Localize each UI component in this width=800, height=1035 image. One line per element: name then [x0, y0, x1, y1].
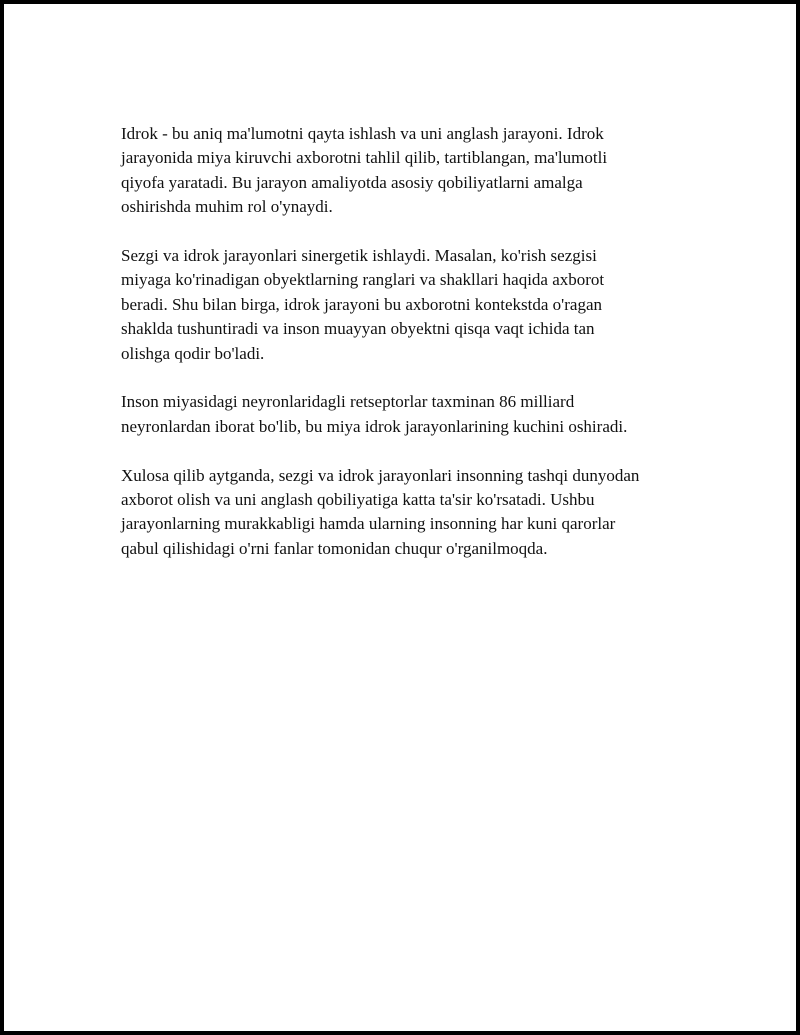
paragraph-line: shaklda tushuntiradi va inson muayyan obyektni qisqa vaqt ichida tan — [121, 319, 595, 339]
paragraph-4 — [121, 464, 701, 562]
paragraph-line: qiyofa yaratadi. Bu jarayon amaliyotda asosiy qobiliyatlarni amalga — [121, 172, 583, 192]
paragraph-line: olishga qodir bo'ladi. — [121, 343, 265, 363]
paragraph-line: jarayonida miya kiruvchi axborotni tahlil qilib, tartiblangan, ma'lumotli — [121, 148, 608, 168]
paragraph-line: axborot olish va uni anglash qobiliyatiga katta ta'sir ko'rsatadi. Ushbu — [121, 490, 595, 510]
paragraph-line: neyronlardan iborat bo'lib, bu miya idrok jarayonlarining kuchini oshiradi. — [121, 416, 628, 436]
paragraph-1 — [121, 122, 701, 220]
paragraph-3 — [121, 390, 701, 439]
paragraph-line: oshirishda muhim rol o'ynaydi. — [121, 197, 333, 217]
paragraph-line: beradi. Shu bilan birga, idrok jarayoni bu axborotni kontekstda o'ragan — [121, 294, 602, 314]
paragraph-line: jarayonlarning murakkabligi hamda ularning insonning har kuni qarorlar — [121, 514, 616, 534]
paragraph-line: miyaga ko'rinadigan obyektlarning ranglari va shakllari haqida axborot — [121, 270, 605, 290]
document-body — [121, 122, 701, 586]
paragraph-line: qabul qilishidagi o'rni fanlar tomonidan chuqur o'rganilmoqda. — [121, 538, 548, 558]
paragraph-line: Sezgi va idrok jarayonlari sinergetik ishlaydi. Masalan, ko'rish sezgisi — [121, 246, 597, 266]
paragraph-line: Xulosa qilib aytganda, sezgi va idrok jarayonlari insonning tashqi dunyodan — [121, 465, 640, 485]
paragraph-line: Idrok - bu aniq ma'lumotni qayta ishlash va uni anglash jarayoni. Idrok — [121, 124, 604, 143]
paragraph-2 — [121, 244, 701, 366]
paragraph-line: Inson miyasidagi neyronlaridagli retseptorlar taxminan 86 milliard — [121, 392, 575, 412]
